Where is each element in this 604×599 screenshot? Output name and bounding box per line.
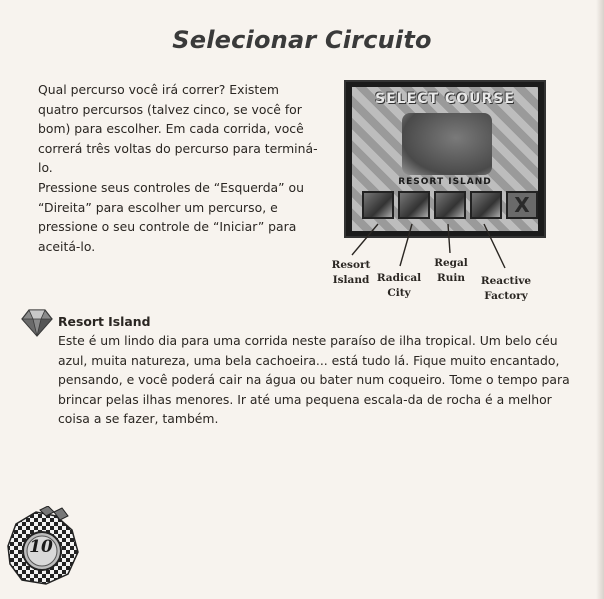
callout-line-resort — [352, 224, 378, 255]
screenshot-course-name: RESORT ISLAND — [398, 177, 492, 187]
callout-radical-line2: City — [387, 287, 411, 299]
thumb-locked: X — [506, 191, 538, 219]
diamond-gem-icon — [20, 308, 54, 338]
intro-paragraph-2: Pressione seus controles de “Esquerda” ou “Direita” para escolher um percurso, e pressione o seu controle de “Iniciar” para aceitá-lo. — [38, 180, 304, 254]
callout-radical-line1: Radical — [376, 272, 422, 284]
callout-regal-line1: Regal — [434, 257, 468, 269]
intro-paragraph-1: Qual percurso você irá correr? Existem quatro percursos (talvez cinco, se você for bom) para escolher. Em cada corrida, você correrá três voltas do percurso para terminá-lo. — [38, 82, 318, 175]
callout-radical-city — [374, 271, 424, 301]
callout-reactive-line1: Reactive — [480, 275, 532, 287]
page-title: Selecionar Circuito — [172, 26, 432, 54]
callout-regal-ruin — [428, 256, 474, 286]
callout-line-regal — [448, 224, 450, 253]
callout-line-reactive — [484, 224, 505, 268]
screenshot-header: SELECT COURSE — [375, 91, 515, 107]
callout-resort-island — [328, 258, 374, 288]
page-number: 10 — [29, 537, 53, 557]
callout-reactive-line2: Factory — [484, 290, 528, 302]
callout-regal-line2: Ruin — [437, 272, 465, 284]
callout-reactive-factory — [478, 274, 534, 304]
section-body: Este é um lindo dia para uma corrida neste paraíso de ilha tropical. Um belo céu azul, muita natureza, uma bela cachoeira... está tudo lá. Fique muito encantado, pensando, e você poderá cair na água ou bater num coqueiro. Tome o tempo para brincar pelas ilhas menores. Ir até uma pequena escala-da de rocha é a melhor coisa a se fazer, também. — [58, 333, 570, 426]
callout-resort-line1: Resort — [331, 259, 371, 271]
section-heading: Resort Island — [58, 314, 151, 329]
callout-line-radical — [400, 224, 412, 266]
callout-resort-line2: Island — [332, 274, 370, 286]
